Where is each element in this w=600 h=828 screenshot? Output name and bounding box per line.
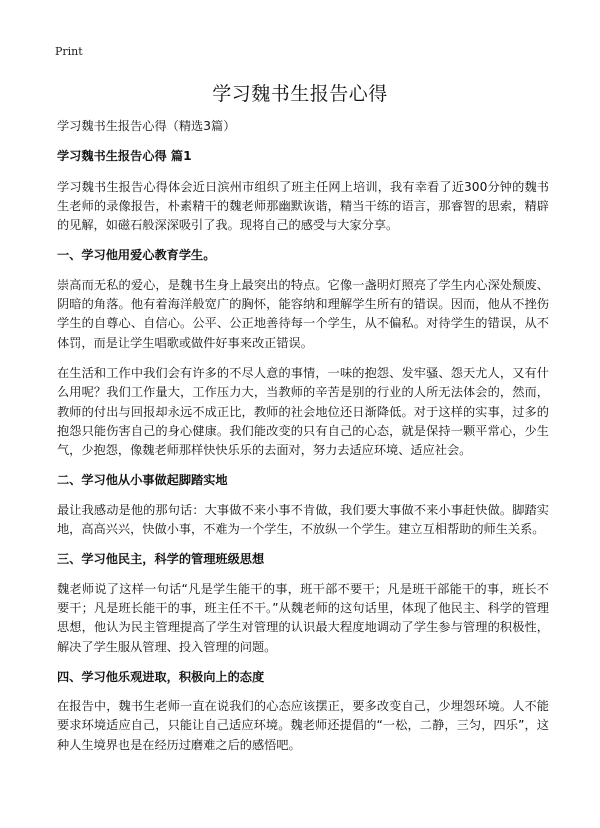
section-4-paragraph-1: 在报告中，魏书生老师一直在说我们的心态应该摆正，要多改变自己，少埋怨环境。人不能要求环境适应自己，只能让自己适应环境。魏老师还提倡的“一松，二静，三匀，四乐”，这种人生境界也是在经历过磨难之后的感悟吧。 [57,699,549,752]
section-heading-1: 一、学习他用爱心教育学生。 [57,248,216,263]
article-heading: 学习魏书生报告心得 篇1 [57,149,192,164]
section-3-paragraph-1: 魏老师说了这样一句话“凡是学生能干的事，班干部不要干；凡是班干部能干的事，班长不要干；凡是班长能干的事，班主任不干。”从魏老师的这句话里，体现了他民主、科学的管理思想，他认为民主管理提高了学生对管理的认识最大程度地调动了学生参与管理的积极性，解决了学生服从管理、投入管理的问题。 [57,581,549,654]
section-heading-4: 四、学习他乐观进取，积极向上的态度 [57,669,265,684]
document-subtitle: 学习魏书生报告心得（精选3篇） [57,119,236,133]
document-title: 学习魏书生报告心得 [212,83,388,105]
section-heading-3: 三、学习他民主，科学的管理班级思想 [57,552,265,567]
print-link[interactable]: Print [55,45,83,58]
section-heading-2: 二、学习他从小事做起脚踏实地 [57,473,228,488]
intro-paragraph: 学习魏书生报告心得体会近日滨州市组织了班主任网上培训，我有幸看了近300分钟的魏书生老师的录像报告，朴素精干的魏老师那幽默诙谐，精当干练的语言，那睿智的思索，精辟的见解，如磁石般深深吸引了我。现将自己的感受与大家分享。 [57,179,549,233]
section-1-paragraph-1: 崇高而无私的爱心，是魏书生身上最突出的特点。它像一盏明灯照亮了学生内心深处颓废、阴暗的角落。他有着海洋般宽广的胸怀，能容纳和理解学生所有的错误。因而，他从不挫伤学生的自尊心、自信心。公平、公正地善待每一个学生，从不偏私。对待学生的错误，从不体罚，而是让学生唱歌或做件好事来改正错误。 [57,277,549,350]
section-1-paragraph-2: 在生活和工作中我们会有许多的不尽人意的事情，一味的抱怨、发牢骚、怨天尤人，又有什么用呢？我们工作量大，工作压力大，当教师的辛苦是别的行业的人所无法体会的，然而，教师的付出与回报却永远不成正比，教师的社会地位还日渐降低。对于这样的实事，过多的抱怨只能伤害自己的身心健康。我们能改变的只有自己的心态，就是保持一颗平常心，少生气，少抱怨，像魏老师那样快快乐乐的去面对，努力去适应环境、适应社会。 [57,365,549,458]
section-2-paragraph-1: 最让我感动是他的那句话：大事做不来小事不肯做，我们要大事做不来小事赶快做。脚踏实地，高高兴兴，快做小事，不难为一个学生，不放纵一个学生。建立互相帮助的师生关系。 [57,502,549,537]
document-body [57,117,549,766]
